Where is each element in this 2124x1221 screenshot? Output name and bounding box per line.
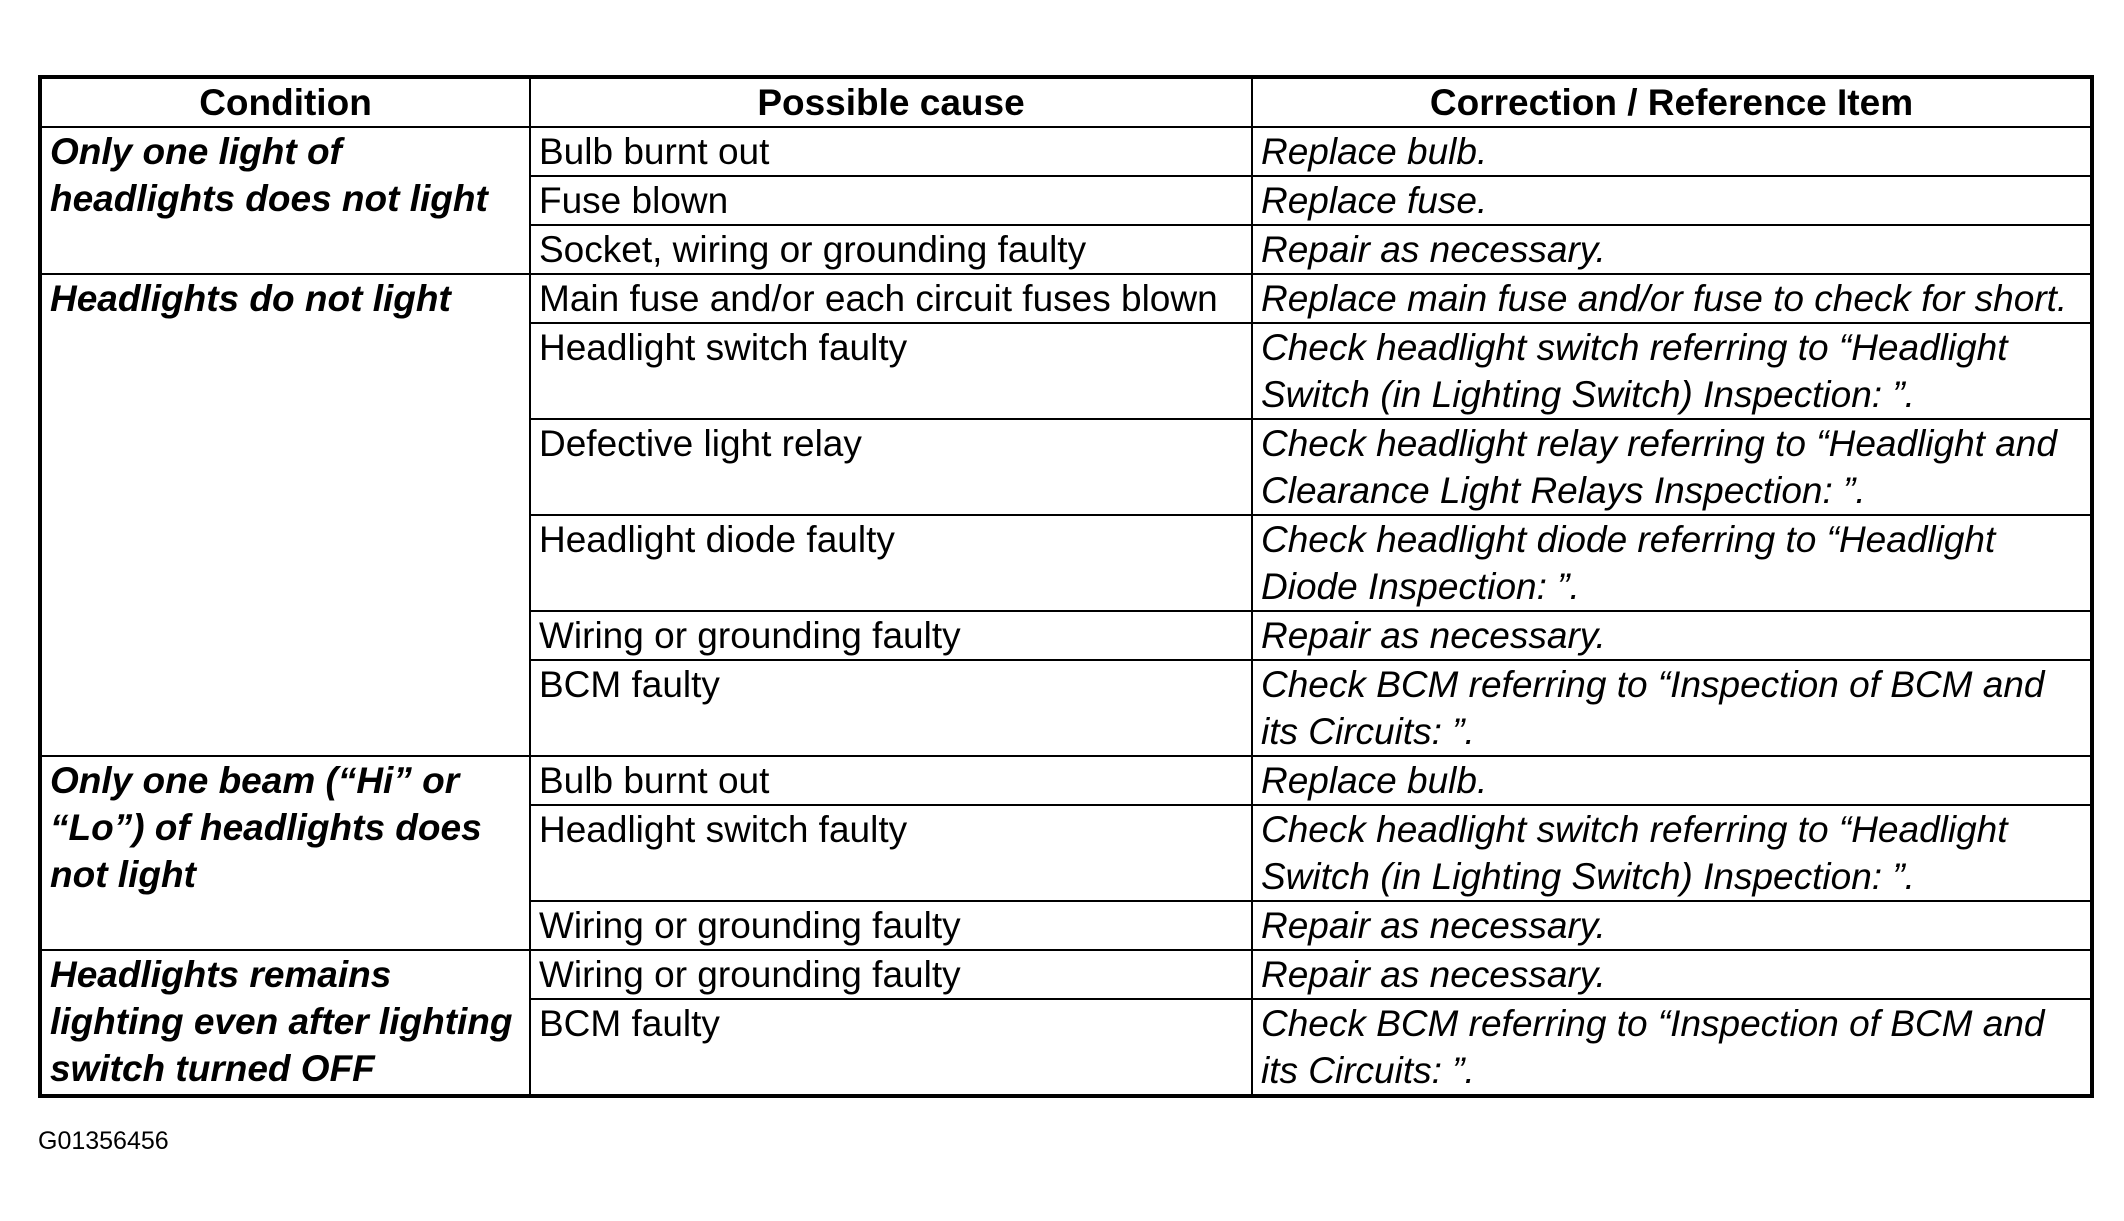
table-row (40, 756, 2092, 805)
cause-cell: Wiring or grounding faulty (530, 901, 1252, 950)
table-row (40, 127, 2092, 176)
condition-cell: Only one beam (“Hi” or “Lo”) of headlights does not light (40, 756, 530, 950)
correction-cell: Check headlight diode referring to “Headlight Diode Inspection: ”. (1252, 515, 2092, 611)
correction-cell: Check headlight relay referring to “Headlight and Clearance Light Relays Inspection: ”. (1252, 419, 2092, 515)
correction-cell: Replace main fuse and/or fuse to check for short. (1252, 274, 2092, 323)
correction-cell: Replace bulb. (1252, 127, 2092, 176)
figure-id: G01356456 (38, 1127, 169, 1155)
cause-cell: Defective light relay (530, 419, 1252, 515)
correction-cell: Replace bulb. (1252, 756, 2092, 805)
cause-cell: Headlight switch faulty (530, 323, 1252, 419)
cause-cell: Headlight diode faulty (530, 515, 1252, 611)
table-row (40, 274, 2092, 323)
correction-cell: Check BCM referring to “Inspection of BCM and its Circuits: ”. (1252, 999, 2092, 1096)
condition-cell: Headlights do not light (40, 274, 530, 756)
cause-cell: Bulb burnt out (530, 756, 1252, 805)
correction-cell: Repair as necessary. (1252, 611, 2092, 660)
correction-cell: Replace fuse. (1252, 176, 2092, 225)
cause-cell: Socket, wiring or grounding faulty (530, 225, 1252, 274)
cause-cell: BCM faulty (530, 660, 1252, 756)
header-possible-cause: Possible cause (530, 77, 1252, 127)
cause-cell: Wiring or grounding faulty (530, 950, 1252, 999)
cause-cell: Bulb burnt out (530, 127, 1252, 176)
table-row (40, 950, 2092, 999)
condition-cell: Headlights remains lighting even after lighting switch turned OFF (40, 950, 530, 1096)
correction-cell: Repair as necessary. (1252, 950, 2092, 999)
cause-cell: Fuse blown (530, 176, 1252, 225)
diagnosis-table (38, 75, 2094, 1098)
correction-cell: Check headlight switch referring to “Headlight Switch (in Lighting Switch) Inspection: ”. (1252, 323, 2092, 419)
condition-cell: Only one light of headlights does not light (40, 127, 530, 274)
correction-cell: Repair as necessary. (1252, 225, 2092, 274)
cause-cell: Headlight switch faulty (530, 805, 1252, 901)
correction-cell: Repair as necessary. (1252, 901, 2092, 950)
header-correction: Correction / Reference Item (1252, 77, 2092, 127)
cause-cell: BCM faulty (530, 999, 1252, 1096)
correction-cell: Check headlight switch referring to “Headlight Switch (in Lighting Switch) Inspection: ”. (1252, 805, 2092, 901)
header-condition: Condition (40, 77, 530, 127)
cause-cell: Main fuse and/or each circuit fuses blown (530, 274, 1252, 323)
correction-cell: Check BCM referring to “Inspection of BCM and its Circuits: ”. (1252, 660, 2092, 756)
header-row (40, 77, 2092, 127)
cause-cell: Wiring or grounding faulty (530, 611, 1252, 660)
